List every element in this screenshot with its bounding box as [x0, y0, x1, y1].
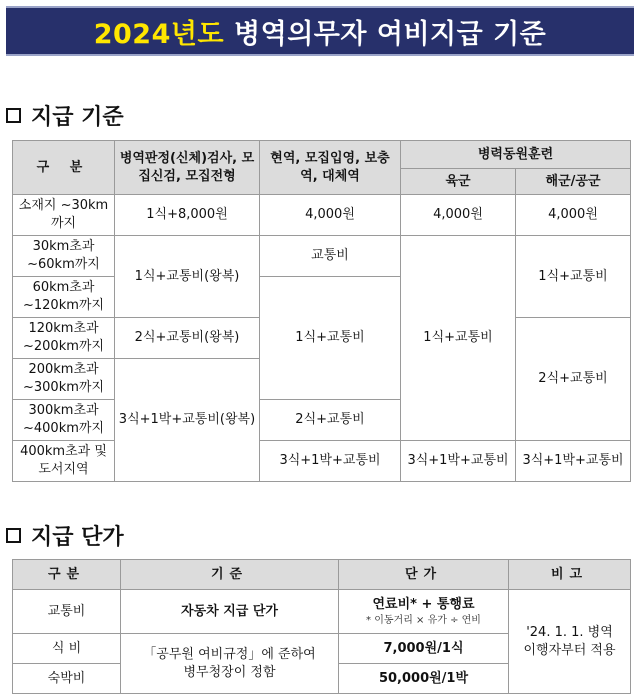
- row-label: 400km초과 및 도서지역: [13, 441, 115, 482]
- table-cell: 4,000원: [516, 195, 631, 236]
- row-label: 교통비: [13, 590, 121, 634]
- table-row: [13, 441, 631, 482]
- header-note: 비고: [509, 560, 631, 590]
- row-label: 200km초과 ~300km까지: [13, 359, 115, 400]
- criteria-table: [12, 140, 631, 482]
- table-cell: 「공무원 여비규정」에 준하여 병무청장이 정함: [121, 634, 339, 694]
- table-cell: 4,000원: [260, 195, 401, 236]
- table-cell: 1식+교통비: [401, 236, 516, 441]
- section-heading-criteria: [6, 100, 124, 131]
- header-navy-airforce: 해군/공군: [516, 169, 631, 195]
- header-army: 육군: [401, 169, 516, 195]
- table-cell: 3식+1박+교통비(왕복): [115, 359, 260, 482]
- price-transport-note: * 이동거리 × 유가 ÷ 연비: [366, 614, 481, 626]
- table-cell: 2식+교통비: [516, 318, 631, 441]
- header-gubun: 구분: [13, 560, 121, 590]
- row-label: 120km초과 ~200km까지: [13, 318, 115, 359]
- table-cell: '24. 1. 1. 병역이행자부터 적용: [509, 590, 631, 694]
- header-active: 현역, 모집입영, 보충역, 대체역: [260, 141, 401, 195]
- table-cell: 3식+1박+교통비: [516, 441, 631, 482]
- square-bullet-icon: [6, 528, 21, 543]
- table-cell: 50,000원/1박: [339, 664, 509, 694]
- table-cell: 3식+1박+교통비: [260, 441, 401, 482]
- row-label: 숙박비: [13, 664, 121, 694]
- table-cell: 4,000원: [401, 195, 516, 236]
- table-row: [13, 195, 631, 236]
- header-mobilization: 병력동원훈련: [401, 141, 631, 169]
- table-cell: 자동차 지급 단가: [121, 590, 339, 634]
- row-label: 식 비: [13, 634, 121, 664]
- table-cell: 1식+교통비: [260, 277, 401, 400]
- section-title: 지급 기준: [31, 105, 124, 130]
- table-cell: 2식+교통비(왕복): [115, 318, 260, 359]
- section-heading-rates: [6, 520, 124, 551]
- row-label: 소재지 ~30km까지: [13, 195, 115, 236]
- table-row: [13, 590, 631, 634]
- price-transport: 연료비* + 통행료: [372, 596, 475, 612]
- banner-title: 병역의무자 여비지급 기준: [234, 18, 547, 50]
- title-banner: [6, 6, 634, 56]
- table-row: [13, 236, 631, 277]
- row-label: 300km초과 ~400km까지: [13, 400, 115, 441]
- table-cell: 7,000원/1식: [339, 634, 509, 664]
- row-label: 60km초과 ~120km까지: [13, 277, 115, 318]
- header-gubun: 구 분: [13, 141, 115, 195]
- table-cell: 1식+8,000원: [115, 195, 260, 236]
- header-basis: 기준: [121, 560, 339, 590]
- table-cell: 2식+교통비: [260, 400, 401, 441]
- table-cell: 1식+교통비(왕복): [115, 236, 260, 318]
- table-cell: 1식+교통비: [516, 236, 631, 318]
- banner-year: 2024년도: [93, 18, 225, 50]
- section-title: 지급 단가: [31, 525, 124, 550]
- table-header-row: [13, 141, 631, 169]
- table-cell: 3식+1박+교통비: [401, 441, 516, 482]
- header-price: 단가: [339, 560, 509, 590]
- table-header-row: [13, 560, 631, 590]
- row-label: 30km초과 ~60km까지: [13, 236, 115, 277]
- square-bullet-icon: [6, 108, 21, 123]
- table-cell: 교통비: [260, 236, 401, 277]
- table-cell: [339, 590, 509, 634]
- header-exam: 병역판정(신체)검사, 모집신검, 모집전형: [115, 141, 260, 195]
- rates-table: [12, 559, 631, 694]
